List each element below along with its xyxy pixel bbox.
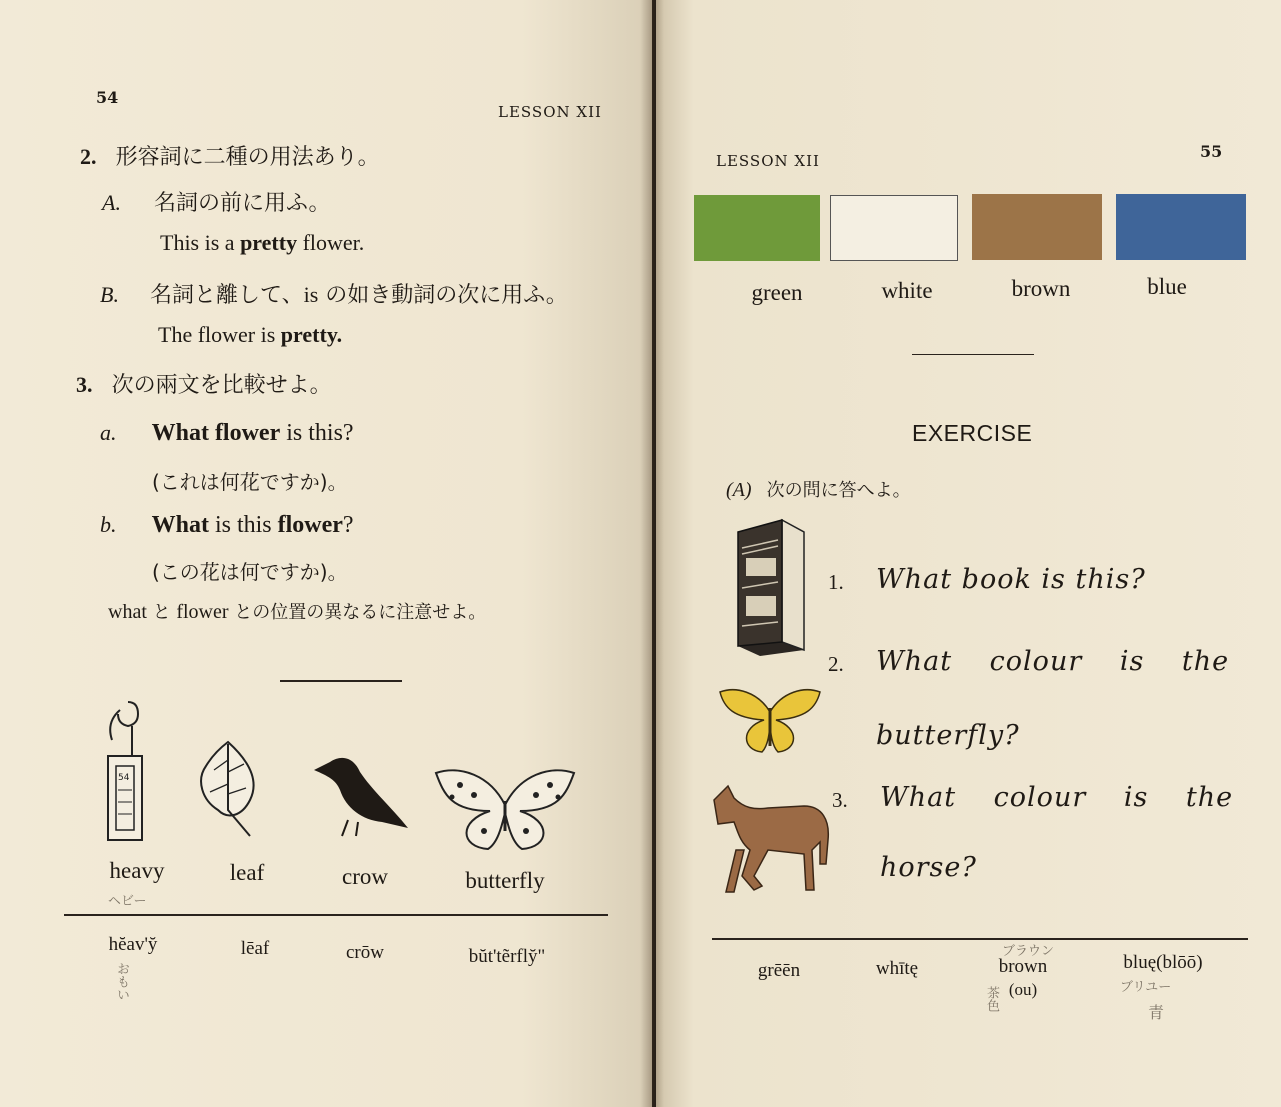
note-flower: flower (176, 601, 229, 623)
rule-b (100, 278, 568, 309)
rule-a-example-pre: This is a (160, 230, 241, 255)
horse-icon (704, 780, 836, 898)
rule-a-label: A. (102, 190, 121, 215)
vocab-word-butterfly: butterfly (465, 868, 545, 893)
question-2-number: 2. (828, 652, 844, 676)
question-1-text: What book is this? (876, 564, 1146, 595)
compare-b-label: b. (100, 512, 117, 537)
exercise-instruction-text: 次の問に答へよ。 (766, 480, 911, 501)
vocab-word-leaf: leaf (229, 860, 265, 885)
running-header-left: LESSON XII (498, 103, 602, 121)
question-3-text: What colour is the (880, 782, 1234, 813)
rule-a (102, 186, 331, 217)
section-3-heading (76, 368, 332, 399)
question-2-text-cont: butterfly? (876, 720, 1020, 751)
book-gutter (640, 0, 664, 1107)
weight-scale-icon (98, 700, 158, 850)
short-divider-right (912, 354, 1034, 355)
swatch-label-white: white (881, 278, 933, 303)
swatch-label-green: green (751, 280, 803, 305)
swatch-label-blue: blue (1147, 274, 1187, 299)
pron-brown: brown (998, 956, 1048, 977)
rule-a-text: 名詞の前に用ふ。 (154, 191, 331, 216)
running-header-right: LESSON XII (716, 152, 820, 170)
compare-b-translation: (この花は何ですか)。 (152, 560, 348, 584)
exercise-label: (A) (726, 479, 752, 501)
section-2-heading (80, 140, 380, 171)
compare-a-label: a. (100, 420, 117, 445)
leaf-icon (188, 740, 268, 840)
rule-b-text-pre: 名詞と離して、 (150, 283, 304, 308)
short-divider-left (280, 680, 402, 682)
exercise-title: EXERCISE (912, 420, 1033, 446)
pron-white: whītę (875, 958, 919, 979)
compare-b (100, 512, 354, 539)
compare-b-end: ? (342, 512, 354, 538)
pencil-note-heavy: ヘビー (108, 894, 147, 909)
color-swatch-green (694, 195, 820, 261)
rule-b-example (158, 322, 342, 348)
page-number-left: 54 (96, 88, 119, 107)
page-number-right: 55 (1200, 142, 1223, 161)
compare-a (100, 420, 354, 447)
vocab-divider-right (712, 938, 1248, 940)
crow-icon (312, 750, 412, 840)
pencil-note-blue: ブリユー (1120, 980, 1172, 995)
pencil-note-ao: 青 (1148, 1003, 1165, 1022)
section-number: 2. (80, 144, 97, 169)
pron-brown-sub: (ou) (1008, 980, 1038, 999)
exercise-instruction (726, 476, 911, 502)
book-icon (730, 518, 810, 658)
rule-a-example-post: flower. (297, 230, 365, 255)
pencil-note-brown: ブラウン (1002, 944, 1055, 959)
rule-b-text-is: is (303, 282, 319, 307)
rule-a-example-bold: pretty (240, 230, 298, 255)
question-2-text: What colour is the (876, 646, 1230, 677)
rule-b-example-bold: pretty. (280, 322, 343, 347)
question-3-text-cont: horse? (880, 852, 977, 883)
pron-leaf: lēaf (240, 938, 270, 959)
pencil-note-chairo: 茶色 (984, 986, 999, 1012)
butterfly-icon (430, 765, 580, 855)
color-swatch-blue (1116, 194, 1246, 260)
pron-green: grēēn (757, 960, 801, 981)
note-rest: との位置の異なるに注意せよ。 (228, 602, 487, 623)
word-order-note (108, 598, 486, 624)
color-swatch-white (830, 195, 958, 261)
compare-a-rest: is this? (280, 420, 354, 446)
question-3-number: 3. (832, 788, 848, 812)
compare-a-what: What (151, 420, 209, 446)
vocab-word-crow: crow (342, 864, 388, 889)
rule-b-label: B. (100, 282, 119, 307)
yellow-butterfly-icon (718, 688, 822, 754)
compare-b-mid: is this (208, 512, 278, 538)
vocab-word-heavy: heavy (109, 858, 165, 883)
question-1-number: 1. (828, 570, 844, 594)
section-text: 形容詞に二種の用法あり。 (115, 145, 380, 170)
pencil-note-omoi: おもい (114, 962, 129, 1001)
section-3-text: 次の兩文を比較せよ。 (111, 373, 332, 398)
compare-a-translation: (これは何花ですか)。 (152, 470, 348, 494)
pron-crow: crōw (346, 942, 384, 963)
rule-b-example-pre: The flower is (158, 322, 281, 347)
svg-text:54: 54 (118, 773, 130, 783)
pron-blue: bluę(blōō) (1123, 952, 1203, 973)
rule-a-example (160, 230, 364, 256)
rule-b-text-post: の如き動詞の次に用ふ。 (318, 283, 568, 308)
section-3-number: 3. (76, 372, 93, 397)
compare-b-what: What (151, 512, 209, 538)
vocab-divider-left (64, 914, 608, 916)
compare-b-flower: flower (277, 512, 343, 538)
pron-heavy: hĕav'y̆ (108, 934, 158, 955)
swatch-label-brown: brown (1011, 276, 1071, 301)
pron-butterfly: bŭt'tẽrfly̆" (468, 946, 546, 967)
note-what: what (108, 601, 147, 623)
compare-a-flower: flower (214, 420, 281, 446)
note-to: と (146, 602, 177, 623)
color-swatch-brown (972, 194, 1102, 260)
